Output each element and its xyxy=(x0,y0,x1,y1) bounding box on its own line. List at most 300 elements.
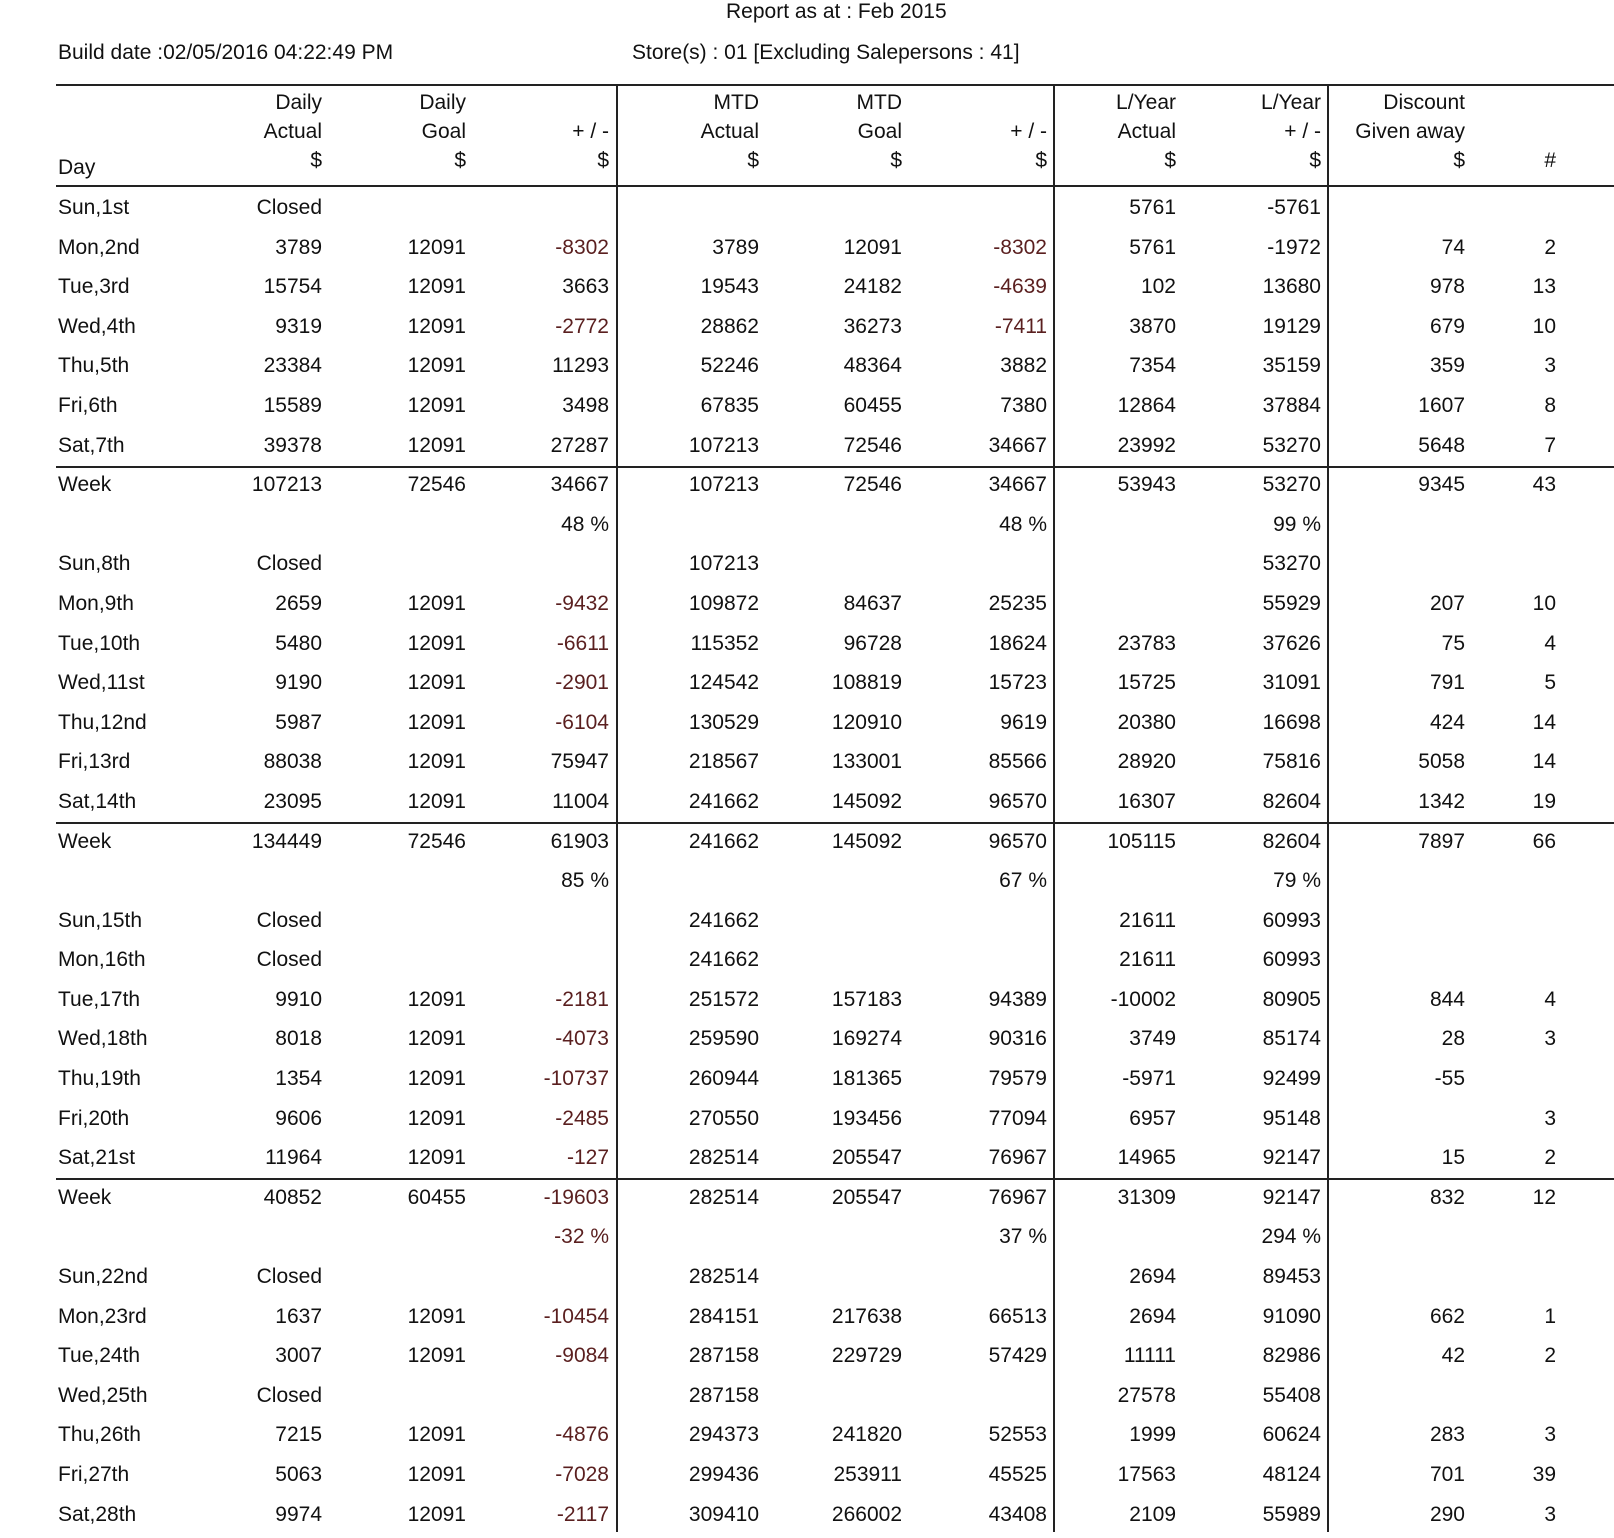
lyear-actual-cell: 6957 xyxy=(1129,1106,1176,1130)
mtd-diff-cell: -8302 xyxy=(993,235,1047,259)
table-row xyxy=(0,1061,1614,1101)
lyear-diff-cell: 31091 xyxy=(1262,671,1321,695)
lyear-diff-cell: 89453 xyxy=(1262,1265,1321,1289)
table-row xyxy=(0,309,1614,349)
column-header-line: L/Year xyxy=(1116,91,1176,114)
discount-count-cell: 5 xyxy=(1544,671,1556,695)
daily-diff-cell: -2117 xyxy=(556,1502,609,1526)
lyear-actual-cell: 1999 xyxy=(1129,1423,1176,1447)
daily-goal-cell: 12091 xyxy=(407,275,466,299)
daily-goal-cell: 12091 xyxy=(407,1344,466,1368)
mtd-actual-cell: 260944 xyxy=(688,1067,759,1091)
table-row xyxy=(0,903,1614,943)
column-header-line: + / - xyxy=(1010,120,1047,143)
daily-actual-cell: 5987 xyxy=(275,710,322,734)
mtd-goal-cell: 217638 xyxy=(831,1304,902,1328)
lyear-actual-cell: 2694 xyxy=(1129,1265,1176,1289)
column-header-line xyxy=(1010,88,1047,117)
table-row xyxy=(0,744,1614,784)
table-header-rule xyxy=(56,185,1614,187)
day-cell: Wed,25th xyxy=(58,1383,148,1407)
mtd-goal-cell: 205547 xyxy=(831,1185,902,1209)
lyear-actual-cell: 5761 xyxy=(1129,196,1176,219)
lyear-actual-cell: 3870 xyxy=(1129,314,1176,338)
lyear-actual-cell: 16307 xyxy=(1117,789,1176,813)
daily-diff-cell: -19603 xyxy=(543,1185,609,1209)
table-row xyxy=(0,190,1614,230)
day-cell: Week xyxy=(58,829,112,853)
lyear-actual-cell: 14965 xyxy=(1117,1146,1176,1170)
lyear-diff-cell: 55408 xyxy=(1262,1383,1321,1407)
day-cell: Mon,23rd xyxy=(58,1304,147,1328)
table-row xyxy=(0,1259,1614,1299)
column-header-line: Goal xyxy=(421,120,466,143)
lyear-diff-cell: 60624 xyxy=(1262,1423,1321,1447)
day-cell: Sat,28th xyxy=(58,1502,137,1526)
table-row xyxy=(0,428,1614,468)
lyear-diff-cell: 53270 xyxy=(1262,433,1321,457)
column-header-discount-amount xyxy=(1355,88,1465,175)
discount-amount-cell: 290 xyxy=(1429,1502,1465,1526)
daily-diff-cell: -8302 xyxy=(555,235,609,259)
column-header-line: $ xyxy=(890,149,902,172)
column-header-line: L/Year xyxy=(1261,91,1321,114)
mtd-actual-cell: 241662 xyxy=(688,908,759,932)
daily-diff-cell: 11293 xyxy=(552,354,609,378)
column-header-daily-actual xyxy=(264,88,322,175)
mtd-diff-cell: 94389 xyxy=(988,987,1047,1011)
lyear-diff-cell: 60993 xyxy=(1262,908,1321,932)
mtd-diff-cell: -7411 xyxy=(994,314,1047,338)
daily-diff-cell: -6104 xyxy=(555,710,609,734)
discount-amount-cell: 662 xyxy=(1429,1304,1465,1328)
daily-actual-cell: 1637 xyxy=(275,1304,322,1328)
mtd-actual-cell: 3789 xyxy=(712,235,759,259)
daily-actual-cell: Closed xyxy=(256,908,322,932)
table-row xyxy=(0,230,1614,270)
daily-goal-cell: 12091 xyxy=(407,235,466,259)
mtd-diff-cell: 25235 xyxy=(988,591,1047,615)
mtd-diff-cell: 79579 xyxy=(988,1067,1047,1091)
daily-diff-cell: 27287 xyxy=(550,433,609,457)
discount-count-cell: 3 xyxy=(1544,1502,1556,1526)
discount-count-cell: 13 xyxy=(1532,275,1556,299)
mtd-goal-cell: 12091 xyxy=(843,235,902,259)
mtd-actual-cell: 241662 xyxy=(688,789,759,813)
day-cell: Sun,8th xyxy=(58,552,131,576)
mtd-diff-cell: 3882 xyxy=(1000,354,1047,378)
discount-amount-cell: 5648 xyxy=(1418,433,1465,457)
day-cell: Thu,26th xyxy=(58,1423,141,1447)
day-cell: Tue,17th xyxy=(58,987,141,1011)
mtd-goal-cell: 36273 xyxy=(843,314,902,338)
mtd-goal-cell: 229729 xyxy=(831,1344,902,1368)
mtd-actual-cell: 107213 xyxy=(688,433,759,457)
mtd-diff-cell: 90316 xyxy=(988,1027,1047,1051)
lyear-diff-cell: 85174 xyxy=(1262,1027,1321,1051)
column-header-line: Daily xyxy=(275,91,322,114)
report-table-body xyxy=(0,190,1614,1536)
discount-amount-cell: 679 xyxy=(1429,314,1465,338)
lyear-actual-cell: 5761 xyxy=(1129,235,1176,259)
daily-diff-cell: 85 % xyxy=(561,869,609,893)
mtd-goal-cell: 157183 xyxy=(831,987,902,1011)
lyear-diff-cell: 294 % xyxy=(1261,1225,1321,1249)
lyear-diff-cell: 55989 xyxy=(1262,1502,1321,1526)
column-header-mtd-actual xyxy=(701,88,759,175)
table-row xyxy=(0,348,1614,388)
mtd-actual-cell: 67835 xyxy=(700,393,759,417)
lyear-diff-cell: 95148 xyxy=(1262,1106,1321,1130)
daily-actual-cell: 1354 xyxy=(275,1067,322,1091)
day-cell: Fri,20th xyxy=(58,1106,130,1130)
discount-count-cell: 2 xyxy=(1544,1146,1556,1170)
discount-count-cell: 3 xyxy=(1544,1423,1556,1447)
mtd-actual-cell: 109872 xyxy=(688,591,759,615)
discount-amount-cell: 701 xyxy=(1429,1463,1465,1486)
daily-goal-cell: 12091 xyxy=(407,1027,466,1051)
mtd-goal-cell: 96728 xyxy=(843,631,902,655)
mtd-diff-cell: 57429 xyxy=(988,1344,1047,1368)
daily-diff-cell: -32 % xyxy=(554,1225,609,1249)
daily-actual-cell: Closed xyxy=(256,196,322,219)
lyear-diff-cell: 91090 xyxy=(1262,1304,1321,1328)
table-row xyxy=(0,1021,1614,1061)
column-header-line xyxy=(1544,88,1556,117)
discount-count-cell: 14 xyxy=(1532,710,1556,734)
daily-actual-cell: Closed xyxy=(256,1265,322,1289)
discount-count-cell: 8 xyxy=(1544,393,1556,417)
discount-count-cell: 1 xyxy=(1544,1304,1556,1328)
day-cell: Thu,19th xyxy=(58,1067,141,1091)
column-header-line: $ xyxy=(454,149,466,172)
daily-goal-cell: 12091 xyxy=(407,789,466,813)
column-header-daily-diff xyxy=(572,88,609,175)
lyear-actual-cell: 21611 xyxy=(1119,948,1176,972)
daily-diff-cell: -7028 xyxy=(555,1463,609,1486)
column-header-line: $ xyxy=(597,149,609,172)
discount-amount-cell: 978 xyxy=(1429,275,1465,299)
daily-goal-cell: 12091 xyxy=(407,671,466,695)
mtd-actual-cell: 309410 xyxy=(688,1502,759,1526)
discount-amount-cell: 359 xyxy=(1429,354,1465,378)
discount-count-cell: 39 xyxy=(1532,1463,1556,1486)
discount-amount-cell: 9345 xyxy=(1418,473,1465,497)
daily-actual-cell: 3007 xyxy=(275,1344,322,1368)
mtd-goal-cell: 72546 xyxy=(843,473,902,497)
column-header-line: $ xyxy=(1453,149,1465,172)
lyear-actual-cell: 2694 xyxy=(1129,1304,1176,1328)
discount-amount-cell: 75 xyxy=(1441,631,1465,655)
mtd-diff-cell: 15723 xyxy=(988,671,1047,695)
mtd-diff-cell: 45525 xyxy=(988,1463,1047,1486)
daily-actual-cell: Closed xyxy=(256,552,322,576)
daily-goal-cell: 12091 xyxy=(407,1106,466,1130)
column-header-line: $ xyxy=(1164,149,1176,172)
day-cell: Sun,22nd xyxy=(58,1265,148,1289)
daily-actual-cell: 3789 xyxy=(275,235,322,259)
week-percent-row xyxy=(0,507,1614,547)
discount-count-cell: 19 xyxy=(1532,789,1556,813)
discount-count-cell: 2 xyxy=(1544,1344,1556,1368)
mtd-goal-cell: 133001 xyxy=(831,750,902,774)
mtd-goal-cell: 24182 xyxy=(843,275,902,299)
mtd-actual-cell: 282514 xyxy=(688,1265,759,1289)
mtd-goal-cell: 48364 xyxy=(843,354,902,378)
discount-count-cell: 3 xyxy=(1544,1027,1556,1051)
mtd-actual-cell: 241662 xyxy=(688,829,759,853)
mtd-goal-cell: 60455 xyxy=(843,393,902,417)
mtd-diff-cell: 96570 xyxy=(988,789,1047,813)
daily-goal-cell: 12091 xyxy=(407,1463,466,1486)
daily-actual-cell: 40852 xyxy=(263,1185,322,1209)
table-row xyxy=(0,1457,1614,1497)
column-header-line: Actual xyxy=(263,120,322,143)
discount-amount-cell: 74 xyxy=(1441,235,1465,259)
column-header-line: + / - xyxy=(572,120,609,143)
lyear-diff-cell: 13680 xyxy=(1262,275,1321,299)
column-header-line xyxy=(1544,117,1556,146)
column-header-line: Goal xyxy=(857,120,902,143)
lyear-diff-cell: 92147 xyxy=(1262,1185,1321,1209)
day-cell: Tue,10th xyxy=(58,631,141,655)
mtd-actual-cell: 107213 xyxy=(688,552,759,576)
lyear-diff-cell: 19129 xyxy=(1262,314,1321,338)
discount-amount-cell: -55 xyxy=(1434,1067,1465,1091)
daily-diff-cell: 3498 xyxy=(562,393,609,417)
mtd-actual-cell: 282514 xyxy=(688,1146,759,1170)
daily-actual-cell: 9974 xyxy=(275,1502,322,1526)
discount-amount-cell: 844 xyxy=(1429,987,1465,1011)
mtd-actual-cell: 282514 xyxy=(688,1185,759,1209)
lyear-diff-cell: -1972 xyxy=(1267,235,1321,259)
daily-actual-cell: 8018 xyxy=(275,1027,322,1051)
day-cell: Wed,18th xyxy=(58,1027,148,1051)
week-total-row xyxy=(0,1180,1614,1220)
daily-goal-cell: 72546 xyxy=(407,473,466,497)
lyear-actual-cell: 21611 xyxy=(1119,908,1176,932)
day-cell: Week xyxy=(58,473,112,497)
discount-amount-cell: 5058 xyxy=(1418,750,1465,774)
mtd-goal-cell: 84637 xyxy=(843,591,902,615)
daily-goal-cell: 12091 xyxy=(407,591,466,615)
column-header-line: Actual xyxy=(700,120,759,143)
table-row xyxy=(0,586,1614,626)
mtd-actual-cell: 241662 xyxy=(688,948,759,972)
table-row xyxy=(0,942,1614,982)
mtd-actual-cell: 19543 xyxy=(700,275,759,299)
lyear-diff-cell: 80905 xyxy=(1262,987,1321,1011)
lyear-actual-cell: 105115 xyxy=(1107,829,1176,853)
discount-amount-cell: 42 xyxy=(1441,1344,1465,1368)
lyear-actual-cell: 12864 xyxy=(1117,393,1176,417)
mtd-actual-cell: 218567 xyxy=(688,750,759,774)
daily-actual-cell: 9319 xyxy=(275,314,322,338)
discount-amount-cell: 424 xyxy=(1429,710,1465,734)
daily-diff-cell: -2772 xyxy=(555,314,609,338)
lyear-actual-cell: 15725 xyxy=(1117,671,1176,695)
daily-diff-cell: -2485 xyxy=(555,1106,609,1130)
mtd-diff-cell: 34667 xyxy=(988,473,1047,497)
discount-count-cell: 43 xyxy=(1532,473,1556,497)
column-header-lyear-diff xyxy=(1261,88,1321,175)
daily-actual-cell: 15589 xyxy=(263,393,322,417)
mtd-actual-cell: 115352 xyxy=(690,631,759,655)
daily-goal-cell: 12091 xyxy=(407,1146,466,1170)
discount-count-cell: 10 xyxy=(1532,314,1556,338)
lyear-diff-cell: -5761 xyxy=(1267,196,1321,219)
day-cell: Sat,7th xyxy=(58,433,125,457)
daily-goal-cell: 12091 xyxy=(407,393,466,417)
daily-actual-cell: 9910 xyxy=(275,987,322,1011)
lyear-diff-cell: 53270 xyxy=(1262,552,1321,576)
column-header-line: Given away xyxy=(1355,120,1465,143)
discount-amount-cell: 28 xyxy=(1441,1027,1465,1051)
mtd-diff-cell: 85566 xyxy=(988,750,1047,774)
table-row xyxy=(0,1101,1614,1141)
mtd-diff-cell: 37 % xyxy=(999,1225,1047,1249)
mtd-actual-cell: 287158 xyxy=(688,1344,759,1368)
column-header-line: $ xyxy=(1309,149,1321,172)
daily-goal-cell: 12091 xyxy=(407,631,466,655)
table-top-rule xyxy=(56,84,1614,86)
daily-actual-cell: 39378 xyxy=(263,433,322,457)
mtd-diff-cell: 67 % xyxy=(999,869,1047,893)
mtd-diff-cell: -4639 xyxy=(993,275,1047,299)
daily-actual-cell: 107213 xyxy=(251,473,322,497)
day-cell: Tue,24th xyxy=(58,1344,141,1368)
daily-actual-cell: 2659 xyxy=(275,591,322,615)
daily-goal-cell: 12091 xyxy=(407,433,466,457)
daily-diff-cell: 3663 xyxy=(562,275,609,299)
discount-count-cell: 7 xyxy=(1544,433,1556,457)
table-row xyxy=(0,388,1614,428)
column-header-line: MTD xyxy=(713,91,759,114)
mtd-diff-cell: 7380 xyxy=(1000,393,1047,417)
daily-goal-cell: 12091 xyxy=(407,1502,466,1526)
daily-goal-cell: 60455 xyxy=(407,1185,466,1209)
mtd-goal-cell: 120910 xyxy=(831,710,902,734)
discount-count-cell: 10 xyxy=(1532,591,1556,615)
discount-amount-cell: 7897 xyxy=(1418,829,1465,853)
lyear-actual-cell: 27578 xyxy=(1117,1383,1176,1407)
table-row xyxy=(0,1378,1614,1418)
mtd-actual-cell: 28862 xyxy=(700,314,759,338)
mtd-diff-cell: 52553 xyxy=(988,1423,1047,1447)
day-cell: Wed,4th xyxy=(58,314,136,338)
day-cell: Fri,27th xyxy=(58,1463,130,1486)
column-header-daily-goal xyxy=(419,88,466,175)
lyear-actual-cell: 17563 xyxy=(1117,1463,1176,1486)
discount-count-cell: 3 xyxy=(1544,354,1556,378)
daily-diff-cell: -6611 xyxy=(556,631,609,655)
daily-diff-cell: -4876 xyxy=(555,1423,609,1447)
discount-count-cell: 12 xyxy=(1532,1185,1556,1209)
daily-diff-cell: -9084 xyxy=(555,1344,609,1368)
daily-goal-cell: 12091 xyxy=(407,1067,466,1091)
week-total-row xyxy=(0,824,1614,864)
lyear-diff-cell: 92147 xyxy=(1262,1146,1321,1170)
discount-count-cell: 14 xyxy=(1532,750,1556,774)
daily-actual-cell: 88038 xyxy=(263,750,322,774)
mtd-goal-cell: 193456 xyxy=(831,1106,902,1130)
column-header-line: $ xyxy=(310,149,322,172)
column-header-mtd-goal xyxy=(857,88,903,175)
lyear-diff-cell: 75816 xyxy=(1262,750,1321,774)
mtd-goal-cell: 108819 xyxy=(831,671,902,695)
mtd-diff-cell: 76967 xyxy=(988,1185,1047,1209)
daily-diff-cell: -4073 xyxy=(555,1027,609,1051)
daily-actual-cell: 11964 xyxy=(265,1146,322,1170)
report-as-at: Report as at : Feb 2015 xyxy=(726,0,947,23)
daily-diff-cell: -10737 xyxy=(543,1067,609,1091)
daily-goal-cell: 72546 xyxy=(407,829,466,853)
daily-diff-cell: 61903 xyxy=(550,829,609,853)
lyear-diff-cell: 37626 xyxy=(1262,631,1321,655)
day-cell: Sun,1st xyxy=(58,196,130,219)
mtd-diff-cell: 43408 xyxy=(988,1502,1047,1526)
mtd-goal-cell: 181365 xyxy=(831,1067,902,1091)
mtd-diff-cell: 77094 xyxy=(988,1106,1047,1130)
table-row xyxy=(0,1299,1614,1339)
discount-amount-cell: 791 xyxy=(1429,671,1465,695)
table-row xyxy=(0,705,1614,745)
lyear-diff-cell: 48124 xyxy=(1262,1463,1321,1486)
week-percent-row xyxy=(0,863,1614,903)
day-cell: Tue,3rd xyxy=(58,275,130,299)
table-row xyxy=(0,626,1614,666)
column-header-discount-count xyxy=(1544,88,1556,175)
discount-amount-cell: 283 xyxy=(1429,1423,1465,1447)
day-cell: Mon,2nd xyxy=(58,235,140,259)
mtd-diff-cell: 18624 xyxy=(988,631,1047,655)
week-total-row xyxy=(0,467,1614,507)
mtd-actual-cell: 259590 xyxy=(688,1027,759,1051)
lyear-actual-cell: 31309 xyxy=(1117,1185,1176,1209)
lyear-actual-cell: 3749 xyxy=(1129,1027,1176,1051)
daily-actual-cell: 9606 xyxy=(275,1106,322,1130)
mtd-actual-cell: 124542 xyxy=(688,671,759,695)
column-header-line: MTD xyxy=(856,91,902,114)
mtd-actual-cell: 270550 xyxy=(688,1106,759,1130)
day-cell: Fri,13rd xyxy=(58,750,131,774)
lyear-diff-cell: 82604 xyxy=(1262,829,1321,853)
discount-amount-cell: 1607 xyxy=(1418,393,1465,417)
daily-diff-cell: -10454 xyxy=(543,1304,609,1328)
table-row xyxy=(0,1338,1614,1378)
table-row xyxy=(0,1497,1614,1537)
daily-goal-cell: 12091 xyxy=(407,1304,466,1328)
day-cell: Wed,11st xyxy=(58,671,145,695)
column-header-line: Discount xyxy=(1383,91,1465,114)
lyear-actual-cell: 2109 xyxy=(1129,1502,1176,1526)
daily-diff-cell: -2181 xyxy=(555,987,609,1011)
lyear-diff-cell: 60993 xyxy=(1262,948,1321,972)
table-row xyxy=(0,1140,1614,1180)
daily-actual-cell: 5063 xyxy=(275,1463,322,1486)
mtd-goal-cell: 145092 xyxy=(831,829,902,853)
day-cell: Week xyxy=(58,1185,112,1209)
lyear-actual-cell: -10002 xyxy=(1110,987,1176,1011)
daily-actual-cell: Closed xyxy=(256,948,322,972)
daily-diff-cell: -127 xyxy=(566,1146,609,1170)
lyear-diff-cell: 55929 xyxy=(1262,591,1321,615)
mtd-actual-cell: 287158 xyxy=(688,1383,759,1407)
day-cell: Sat,14th xyxy=(58,789,137,813)
column-header-lyear-actual xyxy=(1116,88,1176,175)
mtd-diff-cell: 9619 xyxy=(1000,710,1047,734)
daily-goal-cell: 12091 xyxy=(407,710,466,734)
